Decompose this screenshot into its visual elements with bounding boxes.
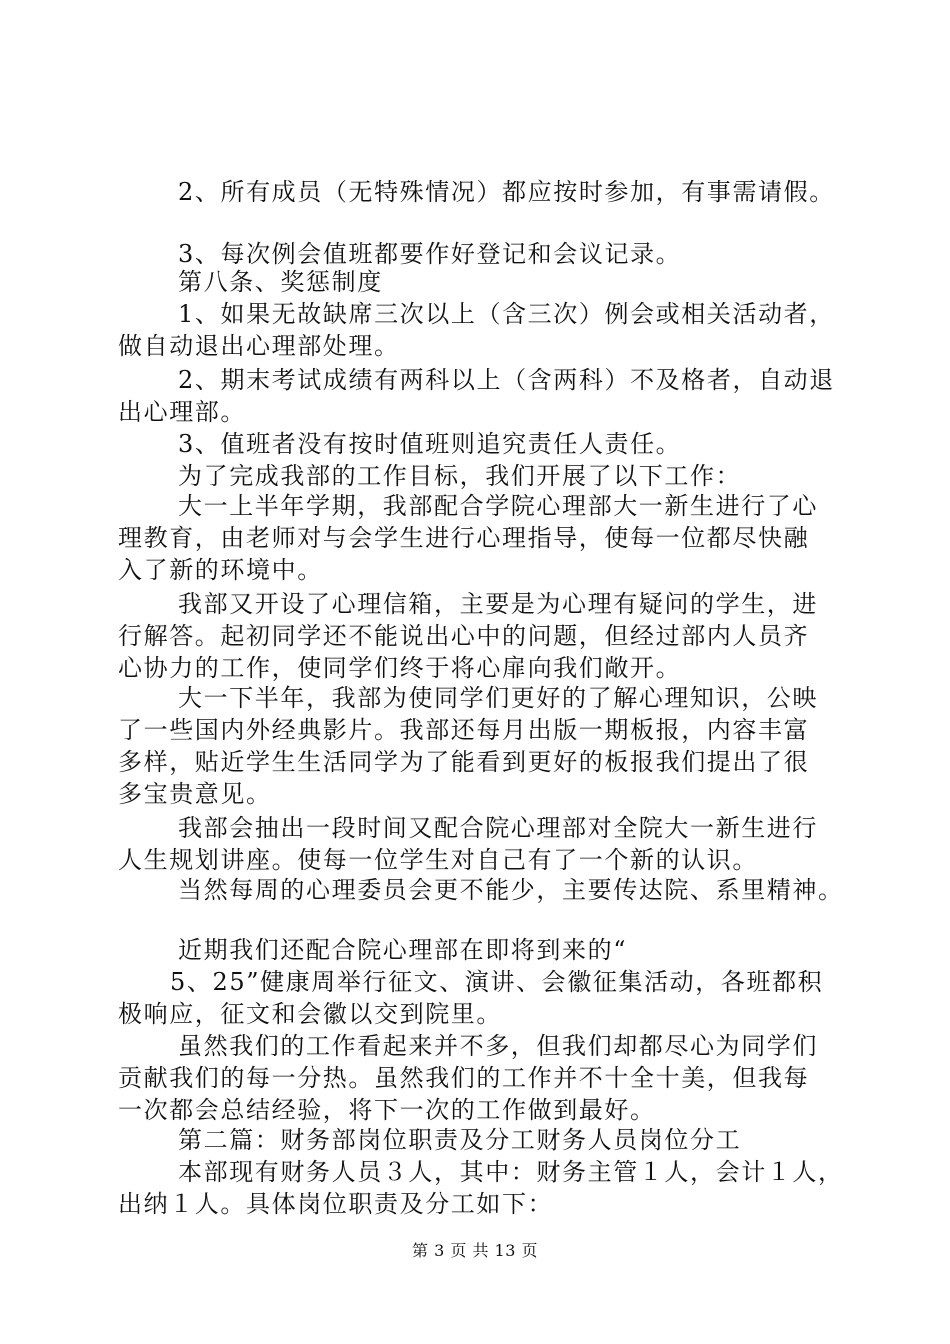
page-number-footer: 第 3 页 共 13 页 [412, 1241, 538, 1260]
paragraph-line: 大一下半年，我部为使同学们更好的了解心理知识，公映 [178, 684, 818, 712]
paragraph-line: 我部又开设了心理信箱，主要是为心理有疑问的学生，进 [178, 590, 818, 618]
paragraph-line: 贡献我们的每一分热。虽然我们的工作并不十全十美，但我每 [118, 1064, 810, 1092]
paragraph-line: 2、所有成员（无特殊情况）都应按时参加，有事需请假。 [178, 178, 835, 206]
paragraph-line: 了一些国内外经典影片。我部还每月出版一期板报，内容丰富 [118, 716, 810, 744]
paragraph-line: 1、如果无故缺席三次以上（含三次）例会或相关活动者， [178, 300, 835, 328]
paragraph-line: 出心理部。 [118, 398, 246, 426]
paragraph-line: 入了新的环境中。 [118, 556, 323, 584]
paragraph-line: 心协力的工作，使同学们终于将心扉向我们敞开。 [118, 654, 682, 682]
paragraph-line: 出纳１人。具体岗位职责及分工如下： [118, 1190, 554, 1218]
paragraph-line: 为了完成我部的工作目标，我们开展了以下工作： [178, 462, 742, 490]
paragraph-line: 5、25”健康周举行征文、演讲、会徽征集活动，各班都积 [170, 968, 824, 996]
paragraph-line: 近期我们还配合院心理部在即将到来的“ [178, 936, 628, 964]
paragraph-line: 极响应，征文和会徽以交到院里。 [118, 1000, 502, 1028]
paragraph-line: 我部会抽出一段时间又配合院心理部对全院大一新生进行 [178, 814, 818, 842]
section-heading: 第二篇：财务部岗位职责及分工财务人员岗位分工 [178, 1126, 742, 1154]
paragraph-line: 大一上半年学期，我部配合学院心理部大一新生进行了心 [178, 492, 818, 520]
paragraph-line: 一次都会总结经验，将下一次的工作做到最好。 [118, 1096, 656, 1124]
paragraph-line: 人生规划讲座。使每一位学生对自己有了一个新的认识。 [118, 846, 758, 874]
paragraph-line: 当然每周的心理委员会更不能少，主要传达院、系里精神。 [178, 876, 844, 904]
paragraph-line: 3、每次例会值班都要作好登记和会议记录。 [178, 240, 682, 268]
paragraph-line: 虽然我们的工作看起来并不多，但我们却都尽心为同学们 [178, 1032, 818, 1060]
paragraph-line: 3、值班者没有按时值班则追究责任人责任。 [178, 430, 682, 458]
section-heading: 第八条、奖惩制度 [178, 268, 383, 296]
paragraph-line: 行解答。起初同学还不能说出心中的问题，但经过部内人员齐 [118, 622, 810, 650]
paragraph-line: 理教育，由老师对与会学生进行心理指导，使每一位都尽快融 [118, 524, 810, 552]
paragraph-line: 做自动退出心理部处理。 [118, 332, 400, 360]
paragraph-line: 2、期末考试成绩有两科以上（含两科）不及格者，自动退 [178, 366, 835, 394]
paragraph-line: 本部现有财务人员３人，其中：财务主管１人，会计１人， [178, 1158, 844, 1186]
paragraph-line: 多样，贴近学生生活同学为了能看到更好的板报我们提出了很 [118, 748, 810, 776]
paragraph-line: 多宝贵意见。 [118, 780, 272, 808]
